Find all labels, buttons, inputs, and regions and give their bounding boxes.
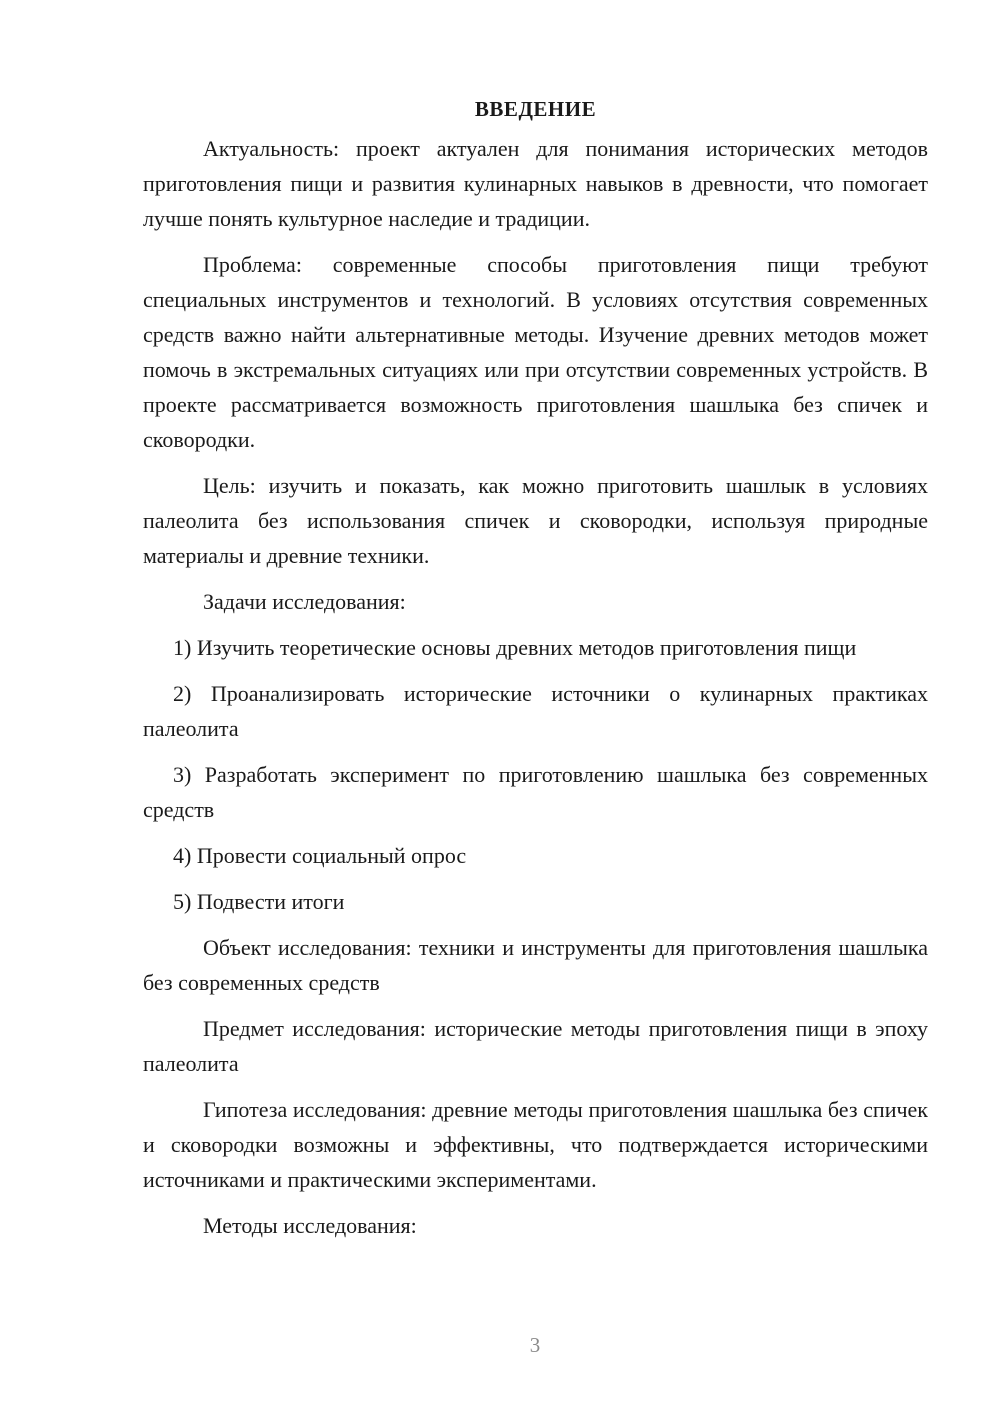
task-item: 2) Проанализировать исторические источники о кулинарных практиках палеолита — [143, 681, 928, 741]
paragraph-relevance: Актуальность: проект актуален для понимания исторических методов приготовления пищи и развития кулинарных навыков в древности, что помогает лучше понять культурное наследие и традиции. — [143, 136, 928, 231]
section-title: ВВЕДЕНИЕ — [474, 97, 597, 121]
paragraph-hypothesis: Гипотеза исследования: древние методы приготовления шашлыка без спичек и сковородки возможны и эффективны, что подтверждается историческими источниками и практическими экспериментами. — [143, 1097, 928, 1192]
page-content — [143, 92, 928, 1254]
paragraph-problem: Проблема: современные способы приготовления пищи требуют специальных инструментов и технологий. В условиях отсутствия современных средств важно найти альтернативные методы. Изучение древних методов может помочь в экстремальных ситуациях или при отсутствии современных устройств. В проекте рассматривается возможность приготовления шашлыка без спичек и сковородки. — [143, 252, 928, 452]
paragraph-subject: Предмет исследования: исторические методы приготовления пищи в эпоху палеолита — [143, 1016, 928, 1076]
page-number: 3 — [529, 1333, 541, 1357]
paragraph-methods-heading: Методы исследования: — [203, 1213, 417, 1238]
task-item: 1) Изучить теоретические основы древних методов приготовления пищи — [173, 635, 857, 660]
task-item: 3) Разработать эксперимент по приготовлению шашлыка без современных средств — [143, 762, 928, 822]
paragraph-object: Объект исследования: техники и инструменты для приготовления шашлыка без современных средств — [143, 935, 928, 995]
task-item: 5) Подвести итоги — [173, 889, 345, 914]
task-item: 4) Провести социальный опрос — [173, 843, 467, 868]
paragraph-goal: Цель: изучить и показать, как можно приготовить шашлык в условиях палеолита без использования спичек и сковородки, используя природные материалы и древние техники. — [143, 473, 928, 568]
paragraph-tasks-heading: Задачи исследования: — [203, 589, 406, 614]
